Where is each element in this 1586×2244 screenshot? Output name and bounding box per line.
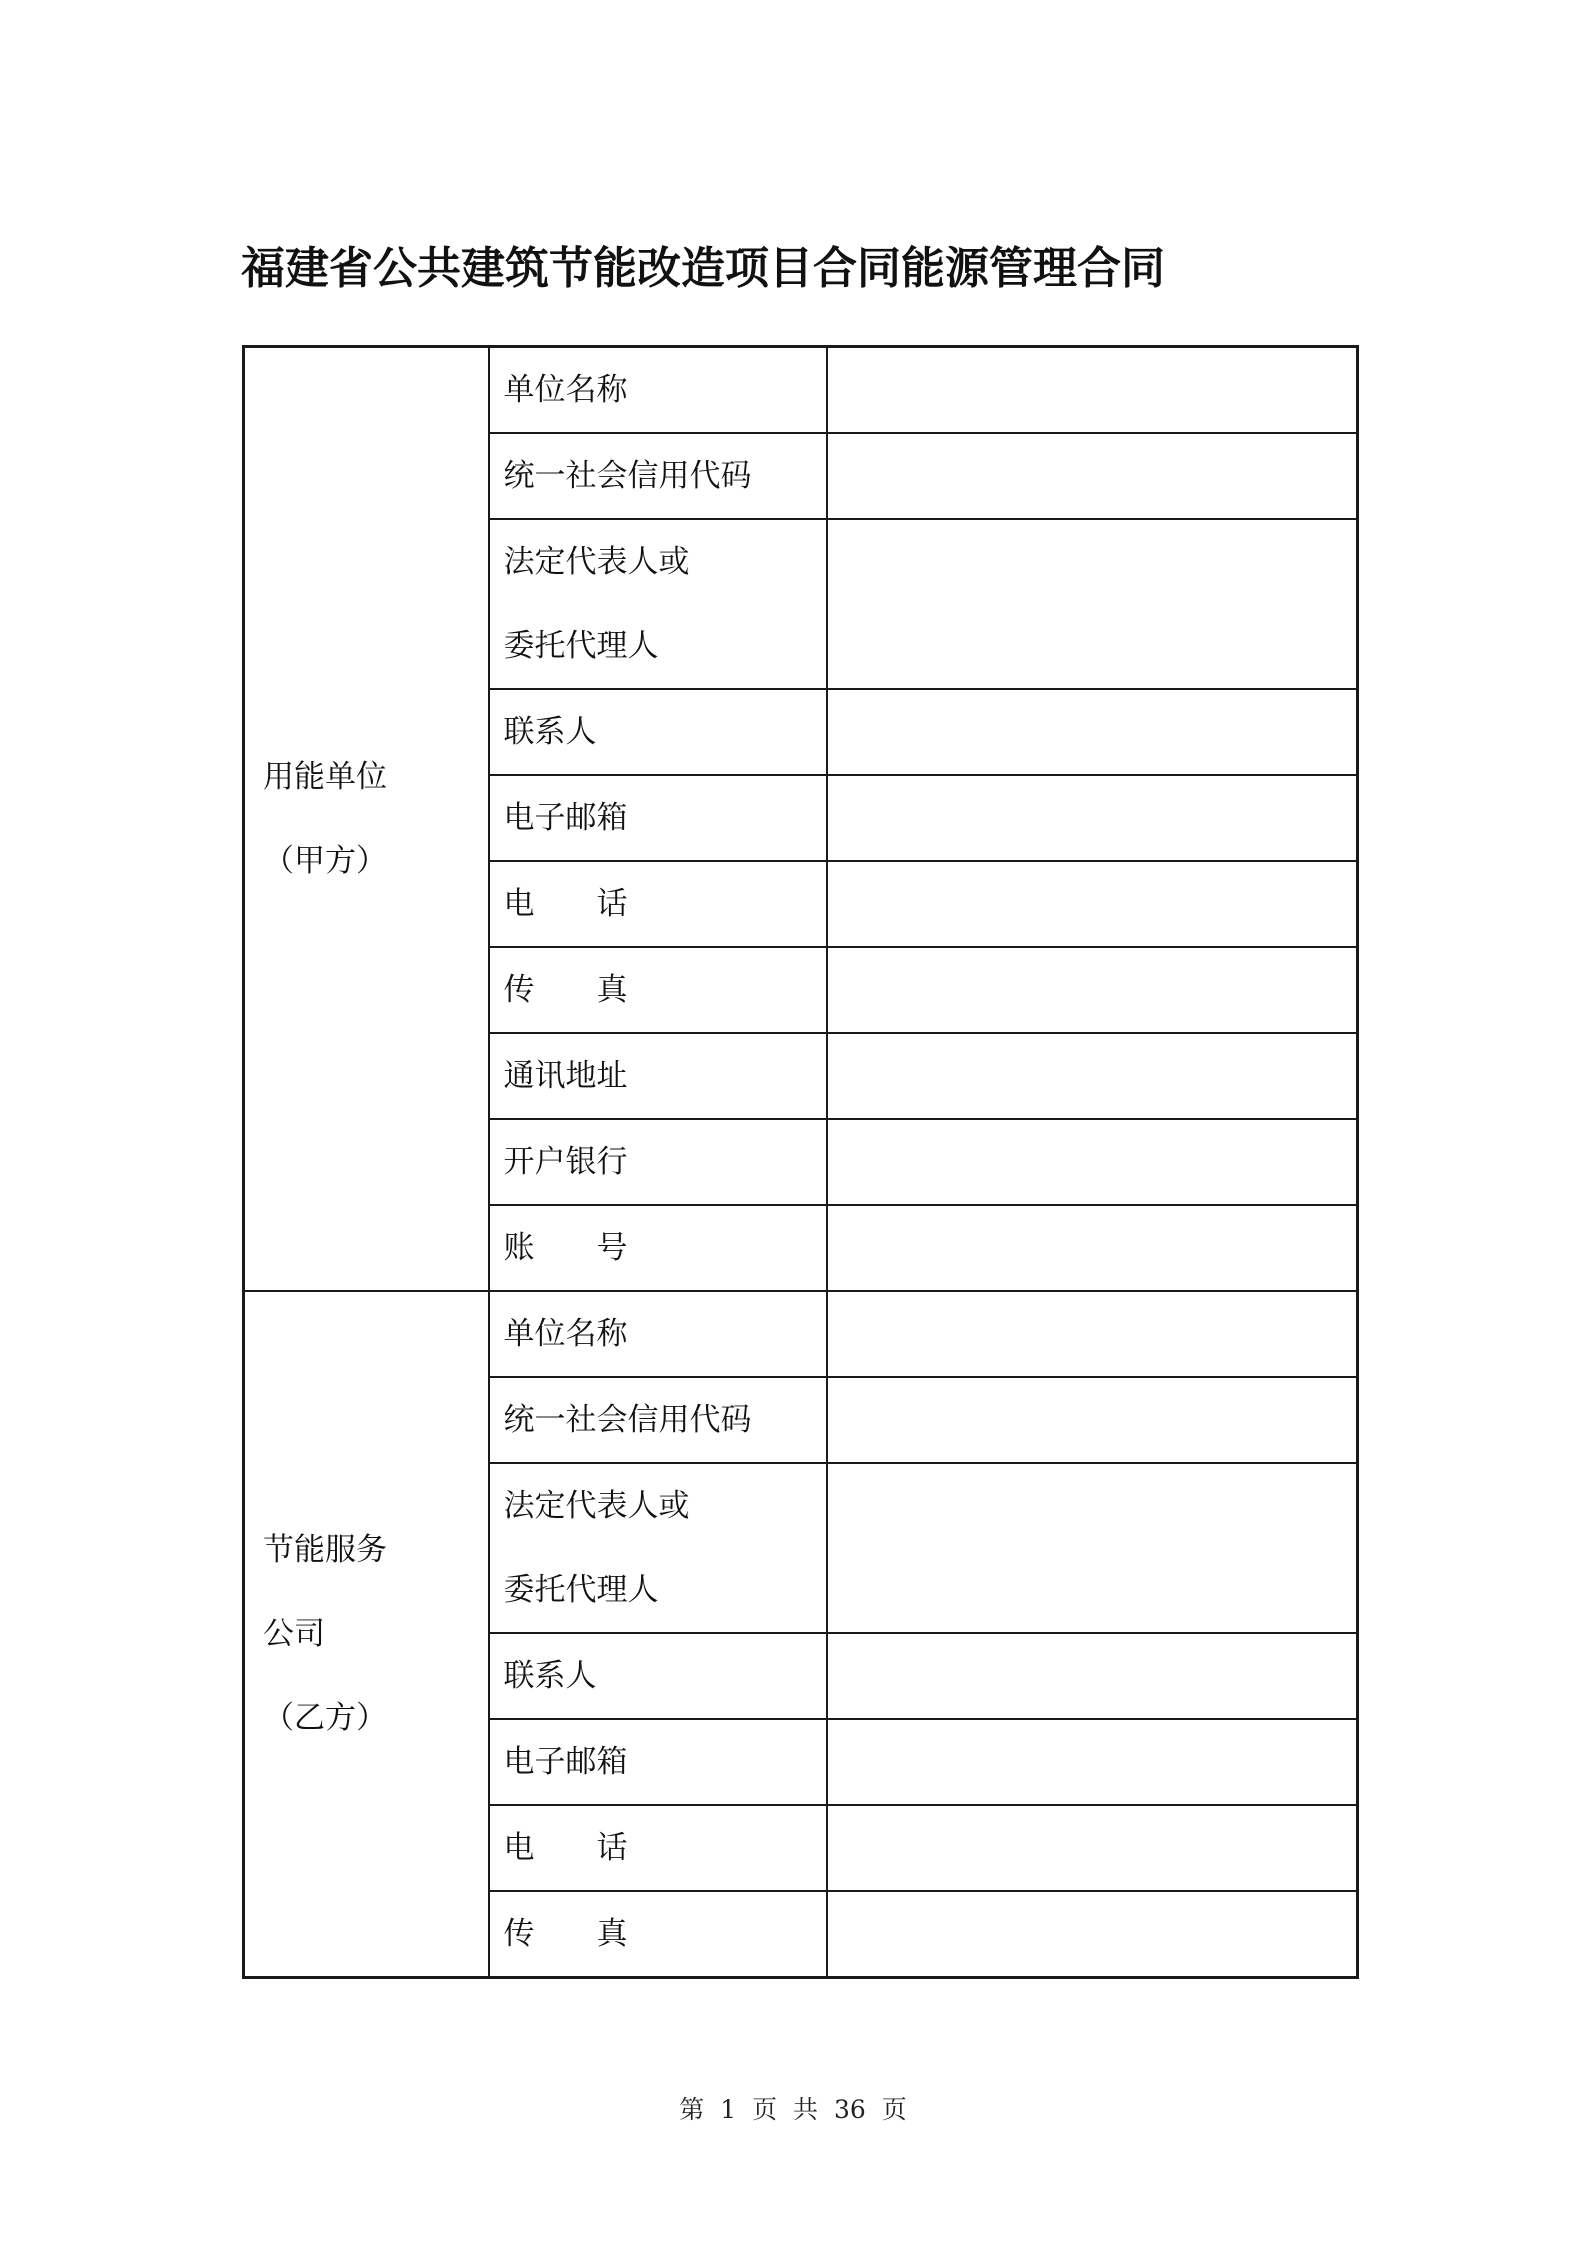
field-value-cell[interactable] — [827, 1291, 1358, 1377]
field-label — [489, 1805, 827, 1891]
party-b-party-label-line: 节能服务 — [263, 1532, 387, 1568]
field-label-line: 委托代理人 — [503, 628, 659, 664]
party-a-party-label-line: （甲方） — [263, 843, 387, 879]
field-label-char: 传 — [503, 972, 535, 1008]
field-label-line: 法定代表人或 — [503, 544, 690, 580]
field-label-char: 传 — [503, 1916, 535, 1952]
field-label-char: 电 — [503, 1830, 535, 1866]
field-label — [489, 1633, 827, 1719]
party-b-party-label-line: （乙方） — [263, 1700, 387, 1736]
field-value-cell[interactable] — [827, 347, 1358, 434]
field-label-char: 账 — [503, 1230, 535, 1266]
party-b-party-label — [244, 1291, 489, 1978]
form-row — [244, 1291, 1358, 1377]
field-value-cell[interactable] — [827, 1805, 1358, 1891]
field-label-line: 通讯地址 — [503, 1058, 628, 1094]
field-label-line — [504, 1206, 826, 1290]
party-a-party-label-line: 用能单位 — [263, 759, 387, 795]
field-label-char: 真 — [596, 972, 628, 1008]
field-value-cell[interactable] — [827, 1719, 1358, 1805]
footer-suffix: 页 — [881, 2095, 907, 2124]
field-label-line — [504, 862, 826, 946]
field-label-line — [504, 1806, 826, 1890]
field-value-cell[interactable] — [827, 519, 1358, 689]
field-value-cell[interactable] — [827, 775, 1358, 861]
form-row — [244, 347, 1358, 434]
contract-party-info-table — [242, 345, 1359, 1979]
field-label — [489, 947, 827, 1033]
field-label-line: 联系人 — [503, 714, 597, 750]
footer-mid: 页 共 — [752, 2095, 819, 2124]
field-value-cell[interactable] — [827, 1377, 1358, 1463]
field-value-cell[interactable] — [827, 1033, 1358, 1119]
field-label-line: 单位名称 — [503, 372, 628, 408]
field-label — [489, 861, 827, 947]
field-label-char: 号 — [596, 1230, 628, 1266]
field-label-char: 真 — [596, 1916, 628, 1952]
field-value-cell[interactable] — [827, 689, 1358, 775]
field-value-cell[interactable] — [827, 947, 1358, 1033]
field-label-line: 电子邮箱 — [503, 1744, 628, 1780]
field-label-char: 电 — [503, 886, 535, 922]
field-label-line: 电子邮箱 — [503, 800, 628, 836]
field-value-cell[interactable] — [827, 1463, 1358, 1633]
field-label — [489, 1891, 827, 1978]
field-label — [489, 1377, 827, 1463]
field-value-cell[interactable] — [827, 1119, 1358, 1205]
party-b-party-label-line: 公司 — [263, 1616, 325, 1652]
field-value-cell[interactable] — [827, 1205, 1358, 1291]
field-label-char: 话 — [596, 1830, 628, 1866]
field-value-cell[interactable] — [827, 1891, 1358, 1978]
page-footer — [0, 2090, 1586, 2126]
field-label-line: 统一社会信用代码 — [503, 458, 752, 494]
party-a-party-label — [244, 347, 489, 1292]
field-label-line: 单位名称 — [503, 1316, 628, 1352]
field-label-line — [504, 1892, 826, 1976]
field-label — [489, 347, 827, 434]
field-label — [489, 1463, 827, 1633]
field-label — [489, 1119, 827, 1205]
field-label — [489, 1291, 827, 1377]
field-label — [489, 1719, 827, 1805]
field-label — [489, 519, 827, 689]
field-label-line: 委托代理人 — [503, 1572, 659, 1608]
field-label-line: 统一社会信用代码 — [503, 1402, 752, 1438]
page-number: 1 — [720, 2095, 737, 2124]
field-value-cell[interactable] — [827, 861, 1358, 947]
document-title: 福建省公共建筑节能改造项目合同能源管理合同 — [241, 243, 1165, 294]
page-total: 36 — [833, 2095, 866, 2124]
footer-prefix: 第 — [679, 2095, 705, 2124]
field-label — [489, 775, 827, 861]
field-label-line: 开户银行 — [503, 1144, 628, 1180]
field-value-cell[interactable] — [827, 433, 1358, 519]
field-label-line: 法定代表人或 — [503, 1488, 690, 1524]
field-label — [489, 1205, 827, 1291]
field-label-line — [504, 948, 826, 1032]
field-label — [489, 689, 827, 775]
field-label — [489, 1033, 827, 1119]
field-label-line: 联系人 — [503, 1658, 597, 1694]
field-label-char: 话 — [596, 886, 628, 922]
field-value-cell[interactable] — [827, 1633, 1358, 1719]
field-label — [489, 433, 827, 519]
